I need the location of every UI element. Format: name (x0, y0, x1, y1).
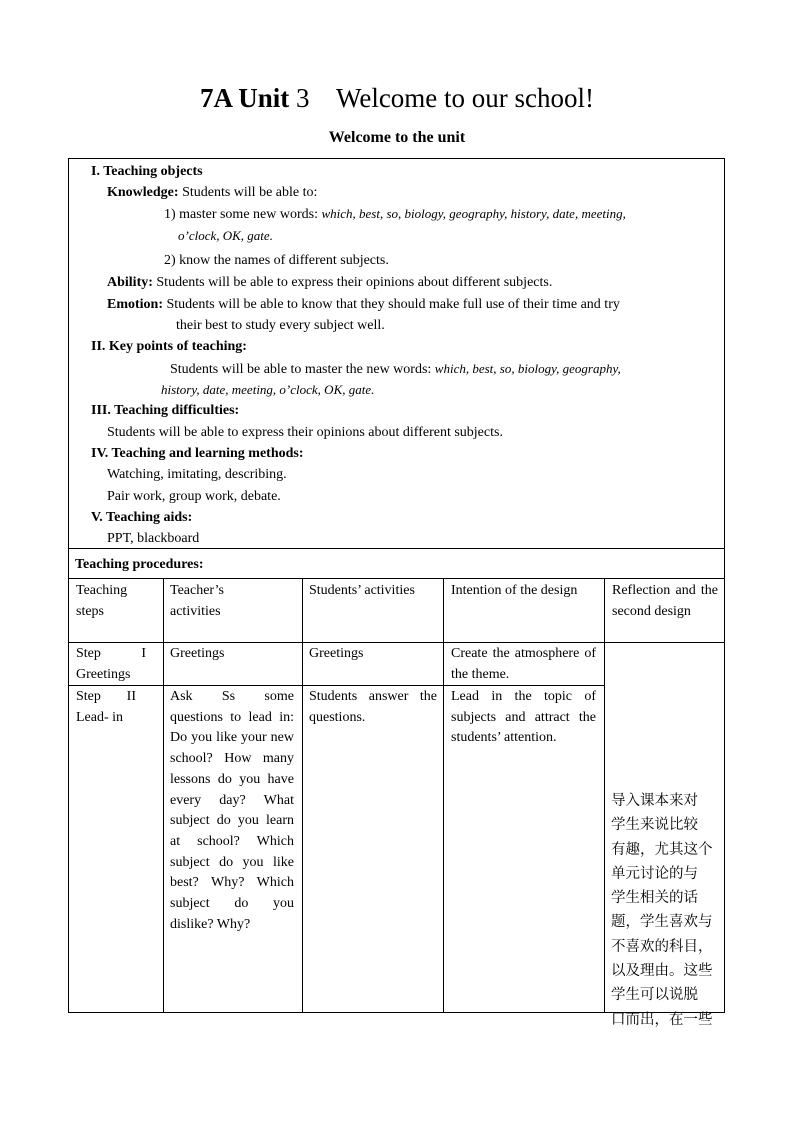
reflection-line: 导入课本来对 (611, 793, 698, 809)
row2-step: Step II Lead- in (76, 689, 136, 725)
col-header-intention: Intention of the design (451, 583, 578, 598)
section-teaching-objects: I. Teaching objects (91, 164, 203, 179)
knowledge-item-1-words-cont: o’clock, OK, gate. (178, 228, 273, 243)
reflection-line: 不喜欢的科目， (611, 938, 713, 955)
rule-procedures-heading (68, 578, 725, 579)
emotion-label: Emotion: (107, 297, 163, 312)
reflection-line: 题，学生喜欢与 (611, 914, 713, 931)
reflection-line: 学生可以说脱 (611, 987, 698, 1004)
key-points-text: Students will be able to master the new words: (170, 362, 432, 377)
rule-col-4 (604, 578, 605, 1013)
col-header-students: Students’ activities (309, 583, 415, 598)
reflection-text (611, 789, 723, 1032)
title-number: 3 (296, 83, 310, 113)
rule-header-row (68, 642, 725, 643)
key-points-words: which, best, so, biology, geography, (434, 361, 621, 376)
row1-step: Step I Greetings (76, 646, 146, 682)
reflection-line: 学生相关的话 (611, 890, 698, 907)
knowledge-line (107, 182, 317, 203)
reflection-line: 以及理由。这些 (611, 963, 713, 980)
knowledge-item-1 (164, 203, 626, 225)
key-points-words-cont: history, date, meeting, o’clock, OK, gate. (161, 382, 375, 397)
key-points-line (170, 358, 621, 380)
ability-label: Ability: (107, 275, 153, 290)
knowledge-item-1-words: which, best, so, biology, geography, history, date, meeting, (321, 206, 626, 221)
ability-text: Students will be able to express their opinions about different subjects. (156, 275, 553, 290)
emotion-line (107, 294, 620, 315)
difficulties-text: Students will be able to express their opinions about different subjects. (107, 425, 503, 440)
reflection-line: 学生来说比较 (611, 817, 698, 834)
rule-col-2 (302, 578, 303, 1013)
row1-intention: Create the atmosphere of the theme. (451, 646, 596, 682)
methods-line-1: Watching, imitating, describing. (107, 467, 287, 482)
reflection-line: 单元讨论的与 (611, 865, 698, 882)
section-key-points: II. Key points of teaching: (91, 339, 247, 354)
section-difficulties: III. Teaching difficulties: (91, 403, 240, 418)
emotion-text: Students will be able to know that they should make full use of their time and try (166, 297, 620, 312)
ability-line (107, 272, 552, 293)
row2-teacher: Ask Ss some questions to lead in: Do you like your new school? How many lessons do you have every day? What subject do you learn at school? Which subject do you like best? Why? Which subject do you dislike? Why? (170, 689, 294, 932)
title-topic: Welcome to our school! (336, 83, 595, 113)
knowledge-label: Knowledge: (107, 185, 179, 200)
section-aids: V. Teaching aids: (91, 510, 193, 525)
title-unit: 7A Unit (199, 83, 290, 113)
procedures-heading: Teaching procedures: (75, 557, 204, 572)
rule-col-1 (163, 578, 164, 1013)
rule-col-3 (443, 578, 444, 1013)
reflection-line: 有趣，尤其这个 (611, 841, 713, 858)
section-methods: IV. Teaching and learning methods: (91, 446, 304, 461)
reflection-line: 口而出，在一些 (611, 1011, 713, 1028)
col-header-reflection: Reflection and the second design (612, 583, 718, 619)
knowledge-item-1-prefix: 1) master some new words: (164, 207, 318, 222)
row1-students: Greetings (309, 646, 364, 661)
knowledge-text: Students will be able to: (182, 185, 318, 200)
methods-line-2: Pair work, group work, debate. (107, 489, 281, 504)
page-subtitle: Welcome to the unit (328, 129, 466, 146)
row2-intention: Lead in the topic of subjects and attract the students’ attention. (451, 689, 596, 746)
page-title (0, 80, 794, 116)
emotion-text-cont: their best to study every subject well. (176, 318, 385, 333)
aids-text: PPT, blackboard (107, 531, 200, 546)
row2-students: Students answer the questions. (309, 689, 437, 725)
col-header-steps: Teaching steps (76, 583, 128, 619)
row1-teacher: Greetings (170, 646, 225, 661)
col-header-teacher: Teacher’s activities (170, 583, 224, 619)
knowledge-item-2: 2) know the names of different subjects. (164, 253, 389, 268)
